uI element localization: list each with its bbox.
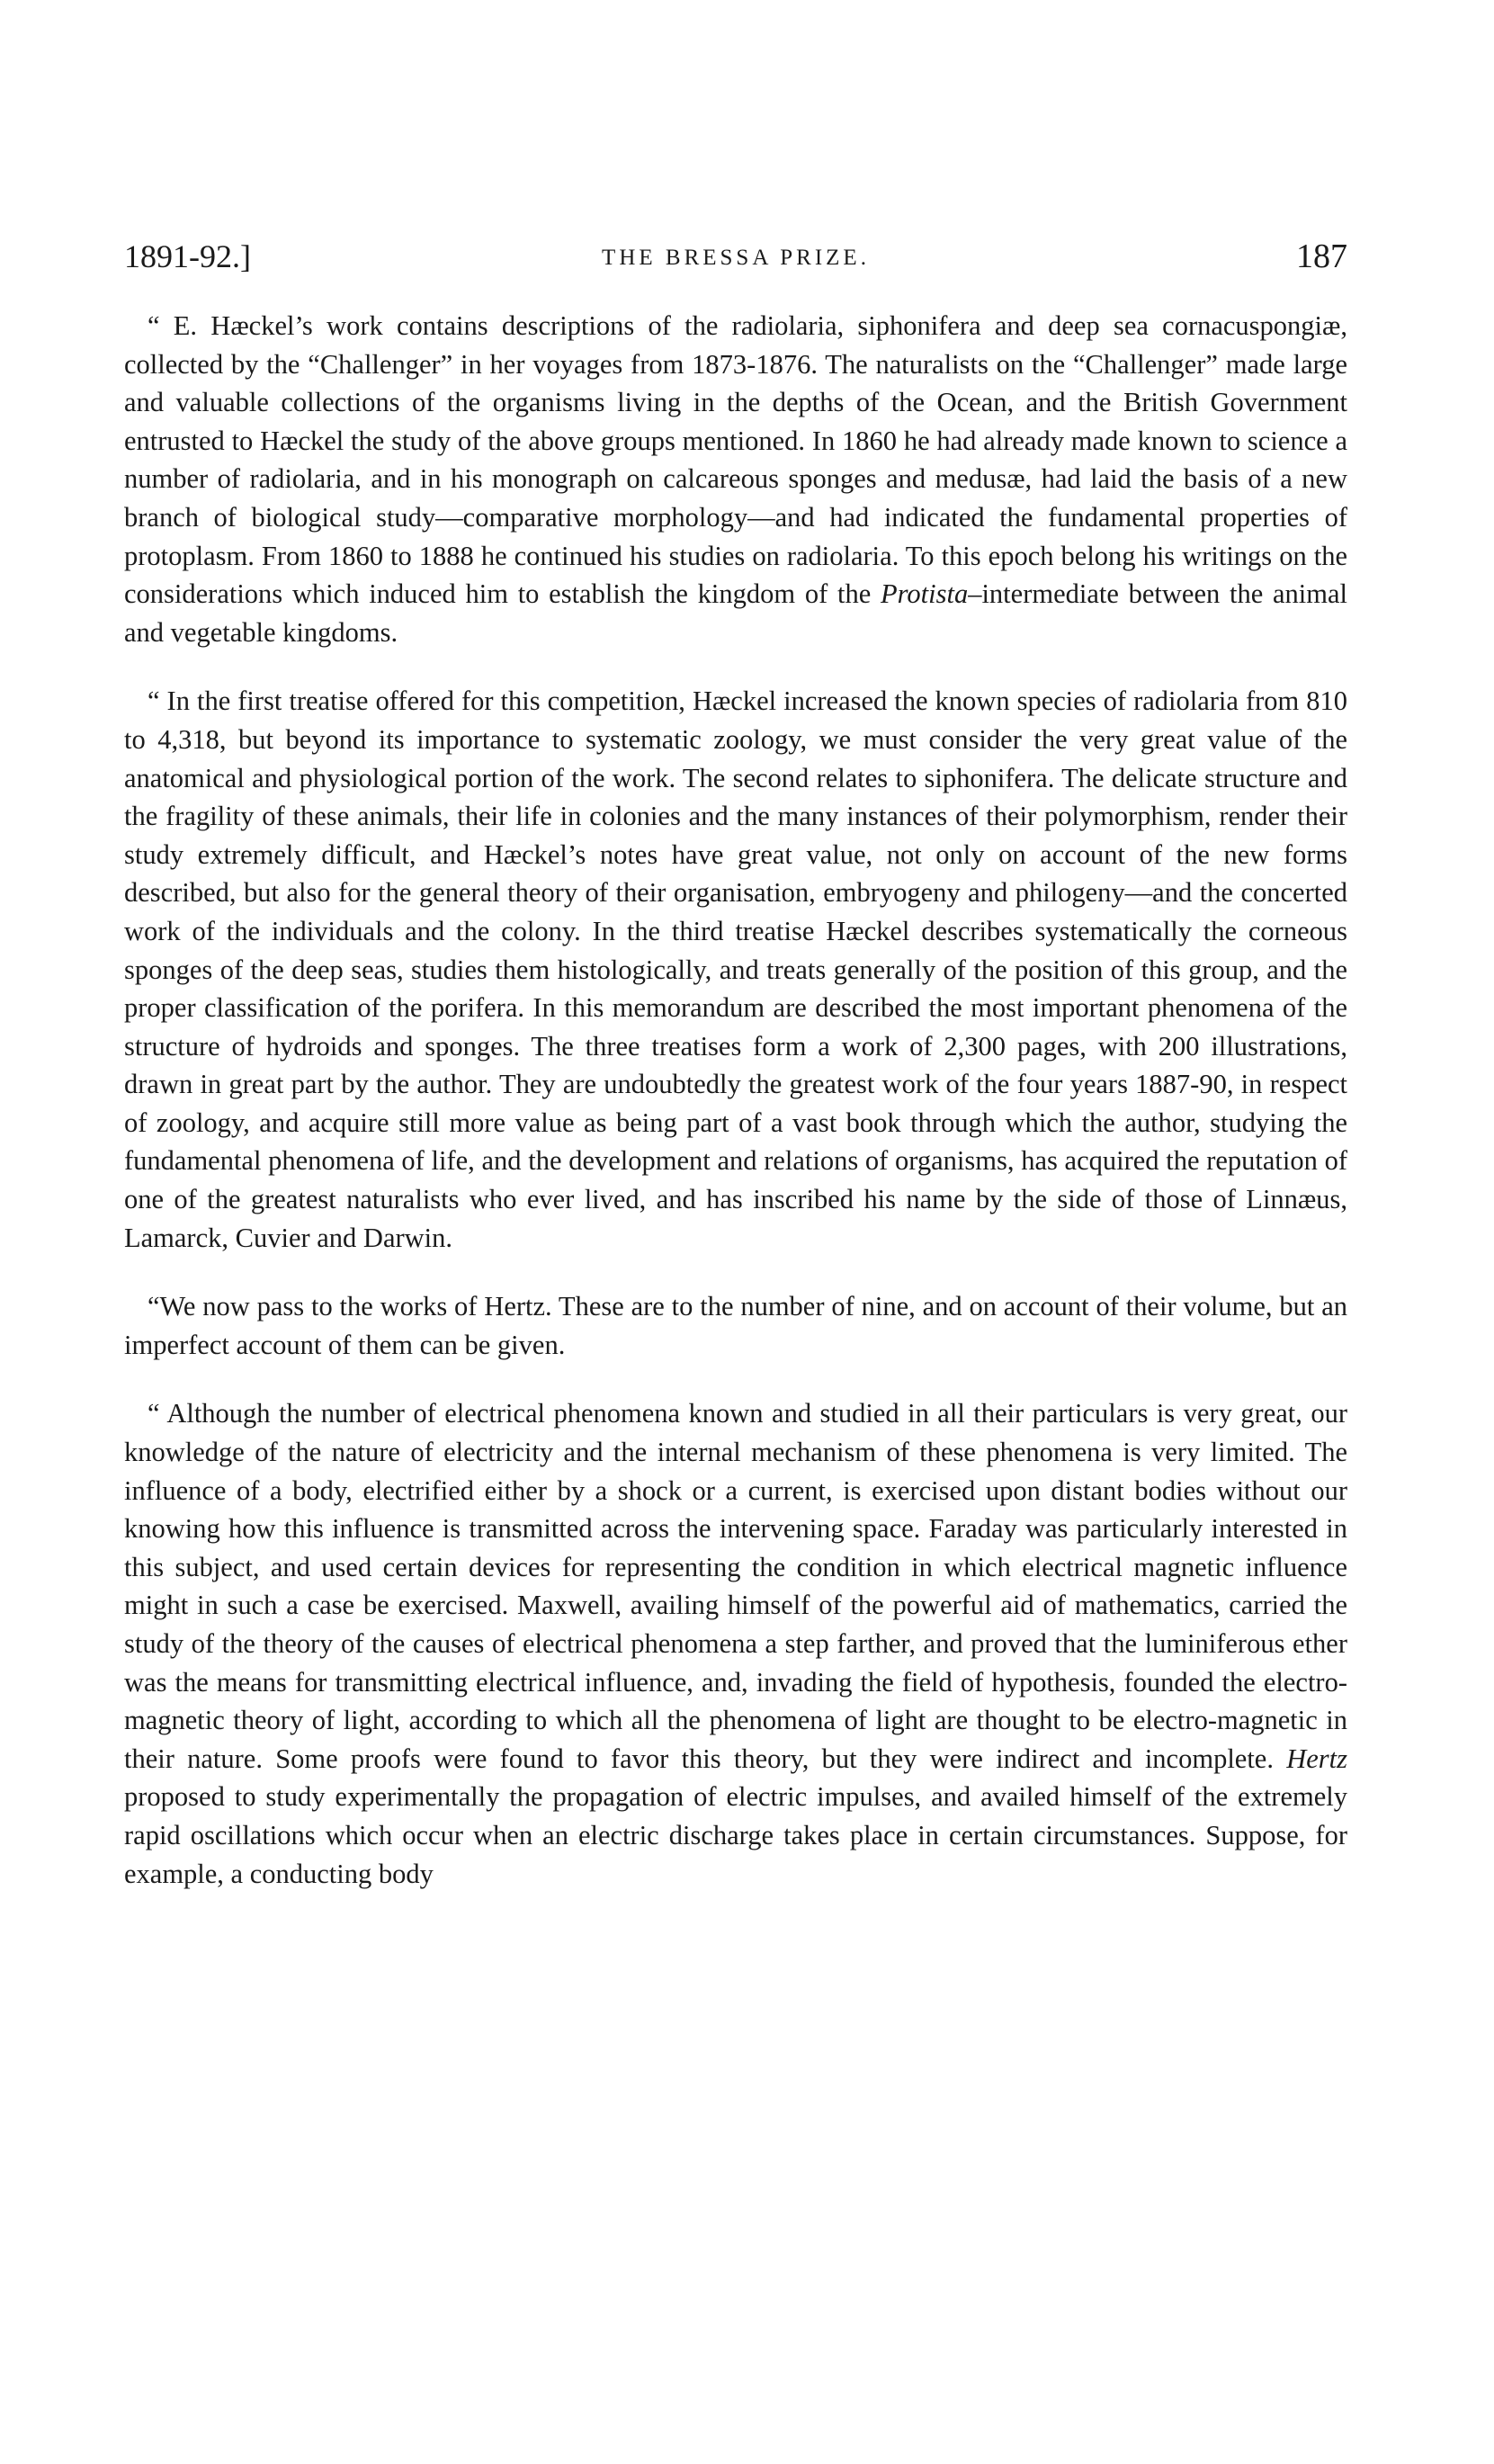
header-title: THE BRESSA PRIZE. <box>602 246 870 270</box>
paragraph-text: “ E. Hæckel’s work contains descriptions of the radiolaria, siphonifera and deep sea cornacuspongiæ, collected by the “Challenger” in her voyages from 1873-1876. The naturalists on the “Challenger” made large and valuable collections of the organisms living in the depths of the Ocean, and the British Government entrusted to Hæckel the study of the above groups mentioned. In 1860 he had already made known to science a number of radiolaria, and in his monograph on calcareous sponges and medusæ, had laid the basis of a new branch of biological study—comparative morphology—and had indicated the fundamental properties of protoplasm. From 1860 to 1888 he continued his studies on radiolaria. To this epoch belong his writings on the considerations which induced him to establish the kingdom of the <box>124 310 1347 610</box>
paragraph-text-continued: proposed to study experimentally the propagation of electric impulses, and availed himself of the extremely rapid oscillations which occur when an electric discharge takes place in certain circumstances. Suppose, for example, a conducting body <box>124 1781 1347 1889</box>
body-text <box>124 307 1347 1893</box>
paragraph-text-continued: –intermediate between the animal and vegetable kingdoms. <box>124 578 1347 648</box>
paragraph-text: “ In the first treatise offered for this competition, Hæckel increased the known species of radiolaria from 810 to 4,318, but beyond its importance to systematic zoology, we must consider the very great value of the anatomical and physiological portion of the work. The second relates to siphonifera. The delicate structure and the fragility of these animals, their life in colonies and the many instances of their polymorphism, render their study extremely difficult, and Hæckel’s notes have great value, not only on account of the new forms described, but also for the general theory of their organisation, embryogeny and philogeny—and the concerted work of the individuals and the colony. In the third treatise Hæckel describes systematically the corneous sponges of the deep seas, studies them histologically, and treats generally of the position of this group, and the proper classification of the porifera. In this memorandum are described the most important phenomena of the structure of hydroids and sponges. The three treatises form a work of 2,300 pages, with 200 illustrations, drawn in great part by the author. They are undoubtedly the greatest work of the four years 1887-90, in respect of zoology, and acquire still more value as being part of a vast book through which the author, studying the fundamental phenomena of life, and the development and relations of organisms, has acquired the reputation of one of the greatest naturalists who ever lived, and has inscribed his name by the side of those of Linnæus, Lamarck, Cuvier and Darwin. <box>124 685 1347 1253</box>
paragraph-first-treatise <box>124 682 1347 1257</box>
italic-term-protista: Protista <box>881 578 969 610</box>
paragraph-text: “We now pass to the works of Hertz. These are to the number of nine, and on account of their volume, but an imperfect account of them can be given. <box>124 1291 1347 1360</box>
paragraph-electrical-phenomena <box>124 1394 1347 1893</box>
paragraph-hertz-intro <box>124 1287 1347 1364</box>
running-head <box>124 229 1347 283</box>
book-page <box>124 229 1347 1923</box>
italic-name-hertz: Hertz <box>1286 1743 1347 1774</box>
header-date-range: 1891-92.] <box>124 238 251 274</box>
page-number: 187 <box>1296 237 1347 275</box>
paragraph-text: “ Although the number of electrical phenomena known and studied in all their particulars is very great, our knowledge of the nature of electricity and the internal mechanism of these phenomena is very limited. The influence of a body, electrified either by a shock or a current, is exercised upon distant bodies without our knowing how this influence is transmitted across the intervening space. Faraday was particularly interested in this subject, and used certain devices for representing the condition in which electrical magnetic influence might in such a case be exercised. Maxwell, availing himself of the powerful aid of mathematics, carried the study of the theory of the causes of electrical phenomena a step farther, and proved that the luminiferous ether was the means for transmitting electrical influence, and, invading the field of hypothesis, founded the electro-magnetic theory of light, according to which all the phenomena of light are thought to be electro-magnetic in their nature. Some proofs were found to favor this theory, but they were indirect and incomplete. <box>124 1398 1347 1774</box>
paragraph-haeckel-works <box>124 307 1347 651</box>
